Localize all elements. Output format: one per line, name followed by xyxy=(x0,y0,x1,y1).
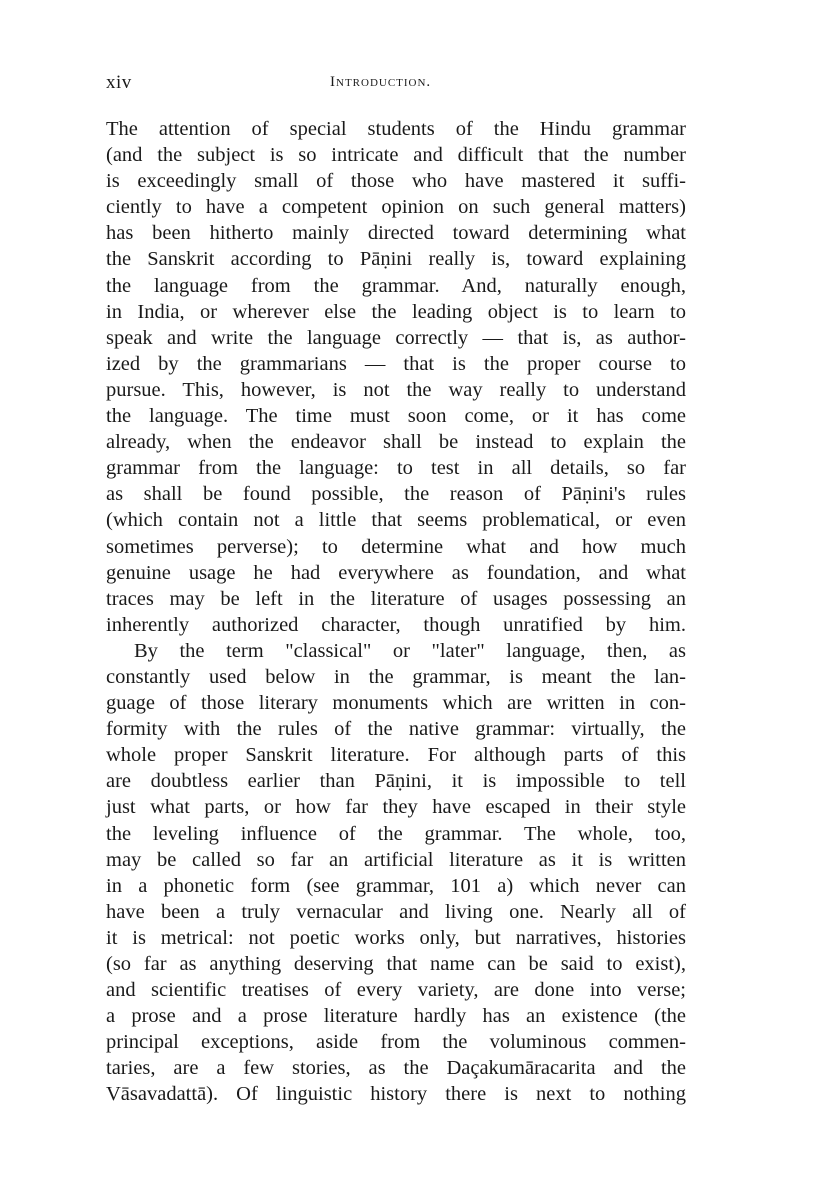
text-line: speak and write the language correctly — that is, as author- xyxy=(106,326,686,349)
text-line: it is metrical: not poetic works only, but narratives, histories xyxy=(106,926,686,949)
text-line: sometimes perverse); to determine what and how much xyxy=(106,535,686,558)
text-line: pursue. This, however, is not the way really to understand xyxy=(106,378,686,401)
text-line: a prose and a prose literature hardly has an existence (the xyxy=(106,1005,686,1028)
text-line: has been hitherto mainly directed toward determining what xyxy=(106,222,686,245)
paragraph-2 xyxy=(106,638,686,1108)
text-line: already, when the endeavor shall be instead to explain the xyxy=(106,431,686,454)
text-line: have been a truly vernacular and living one. Nearly all of xyxy=(106,900,686,923)
text-line: traces may be left in the literature of usages possessing an xyxy=(106,587,686,610)
page-number: xiv xyxy=(106,72,132,93)
text-line: is exceedingly small of those who have mastered it suffi- xyxy=(106,170,686,193)
text-line: as shall be found possible, the reason of Pāṇini's rules xyxy=(106,483,686,506)
running-head xyxy=(106,72,686,98)
text-line: inherently authorized character, though unratified by him. xyxy=(106,613,686,636)
text-line: guage of those literary monuments which are written in con- xyxy=(106,692,686,715)
text-line: constantly used below in the grammar, is meant the lan- xyxy=(106,665,686,688)
running-title: Introduction. xyxy=(330,74,432,90)
text-line: and scientific treatises of every variety, are done into verse; xyxy=(106,979,686,1002)
text-line: may be called so far an artificial literature as it is written xyxy=(106,848,686,871)
text-line: The attention of special students of the Hindu grammar xyxy=(106,118,686,140)
text-line: grammar from the language: to test in all details, so far xyxy=(106,457,686,480)
text-line: Vāsavadattā). Of linguistic history there is next to nothing xyxy=(106,1083,686,1106)
paragraph-1 xyxy=(106,116,686,638)
book-page xyxy=(106,72,686,1108)
text-line: genuine usage he had everywhere as foundation, and what xyxy=(106,561,686,584)
text-line: By the term "classical" or "later" language, then, as xyxy=(134,639,686,662)
text-line: the language from the grammar. And, naturally enough, xyxy=(106,274,686,297)
text-line: formity with the rules of the native grammar: virtually, the xyxy=(106,718,686,741)
text-line: in India, or wherever else the leading object is to learn to xyxy=(106,300,686,323)
text-line: just what parts, or how far they have escaped in their style xyxy=(106,796,686,819)
text-line: in a phonetic form (see grammar, 101 a) which never can xyxy=(106,874,686,897)
text-line: the leveling influence of the grammar. The whole, too, xyxy=(106,822,686,845)
text-line: principal exceptions, aside from the voluminous commen- xyxy=(106,1031,686,1054)
text-line: (and the subject is so intricate and difficult that the number xyxy=(106,144,686,167)
text-line: ciently to have a competent opinion on such general matters) xyxy=(106,196,686,219)
text-line: (so far as anything deserving that name can be said to exist), xyxy=(106,953,686,975)
text-line: (which contain not a little that seems problematical, or even xyxy=(106,509,686,532)
text-line: taries, are a few stories, as the Daçakumāracarita and the xyxy=(106,1057,686,1080)
text-line: whole proper Sanskrit literature. For although parts of this xyxy=(106,744,686,767)
text-line: the language. The time must soon come, or it has come xyxy=(106,405,686,428)
text-line: are doubtless earlier than Pāṇini, it is impossible to tell xyxy=(106,770,686,793)
text-line: ized by the grammarians — that is the proper course to xyxy=(106,352,686,375)
text-line: the Sanskrit according to Pāṇini really is, toward explaining xyxy=(106,248,686,271)
